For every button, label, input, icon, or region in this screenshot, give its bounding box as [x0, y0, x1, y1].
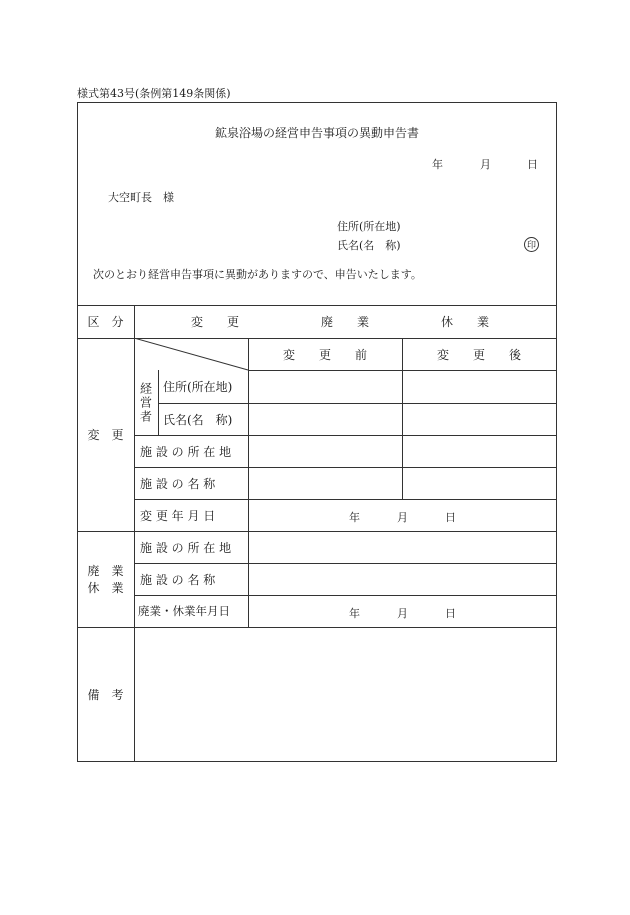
- facility-location-label: 施 設 の 所 在 地: [140, 444, 232, 459]
- applicant-address-label: 住所(所在地): [337, 220, 401, 233]
- applicant-name-label: 氏名(名 称): [337, 239, 401, 252]
- change-date-day: 日: [445, 511, 456, 524]
- op-name-label: 氏名(名 称): [163, 412, 233, 427]
- remarks-label: 備 考: [87, 687, 124, 702]
- date-year: 年: [432, 158, 443, 171]
- header-after: 変 更 後: [436, 347, 521, 362]
- col-line: [248, 338, 249, 628]
- section-abolish-2: 休 業: [87, 581, 124, 595]
- date-month: 月: [480, 158, 491, 171]
- label-kubun: 区 分: [87, 315, 124, 329]
- facility-location-2-label: 施 設 の 所 在 地: [140, 540, 232, 555]
- abolish-date-month: 月: [397, 607, 408, 620]
- intro-text: 次のとおり経営申告事項に異動がありますので、申告いたします。: [93, 268, 422, 281]
- section-abolish-1: 廃 業: [87, 564, 124, 578]
- type-suspend: 休 業: [440, 315, 489, 329]
- op-address-label: 住所(所在地): [163, 380, 233, 394]
- document-title: 鉱泉浴場の経営申告事項の異動申告書: [215, 126, 420, 140]
- frame-bottom: [77, 761, 557, 762]
- facility-name-2-label: 施 設 の 名 称: [140, 572, 216, 587]
- addressee: 大空町長 様: [108, 191, 174, 204]
- header-before: 変 更 前: [282, 347, 367, 362]
- frame-top: [77, 102, 557, 103]
- facility-name-label: 施 設 の 名 称: [140, 476, 216, 491]
- section-change-label: 変 更: [87, 428, 124, 442]
- abolish-date-day: 日: [445, 607, 456, 620]
- seal-mark: 印: [524, 237, 539, 252]
- change-date-year: 年: [349, 511, 360, 524]
- frame-right: [556, 102, 557, 762]
- date-day: 日: [527, 158, 538, 171]
- change-date-month: 月: [397, 511, 408, 524]
- abolish-date-year: 年: [349, 607, 360, 620]
- diagonal-slash: [134, 338, 249, 371]
- abolish-date-label: 廃業・休業年月日: [138, 604, 230, 618]
- row-line: [77, 627, 557, 628]
- section-abolish-label: [77, 531, 134, 627]
- type-abolish: 廃 業: [320, 315, 369, 329]
- change-date-label: 変 更 年 月 日: [140, 508, 216, 523]
- type-change: 変 更: [190, 315, 239, 329]
- form-number: 様式第43号(条例第149条関係): [77, 87, 231, 100]
- operator-cell: [134, 370, 158, 435]
- operator-label: 経営者: [138, 381, 153, 424]
